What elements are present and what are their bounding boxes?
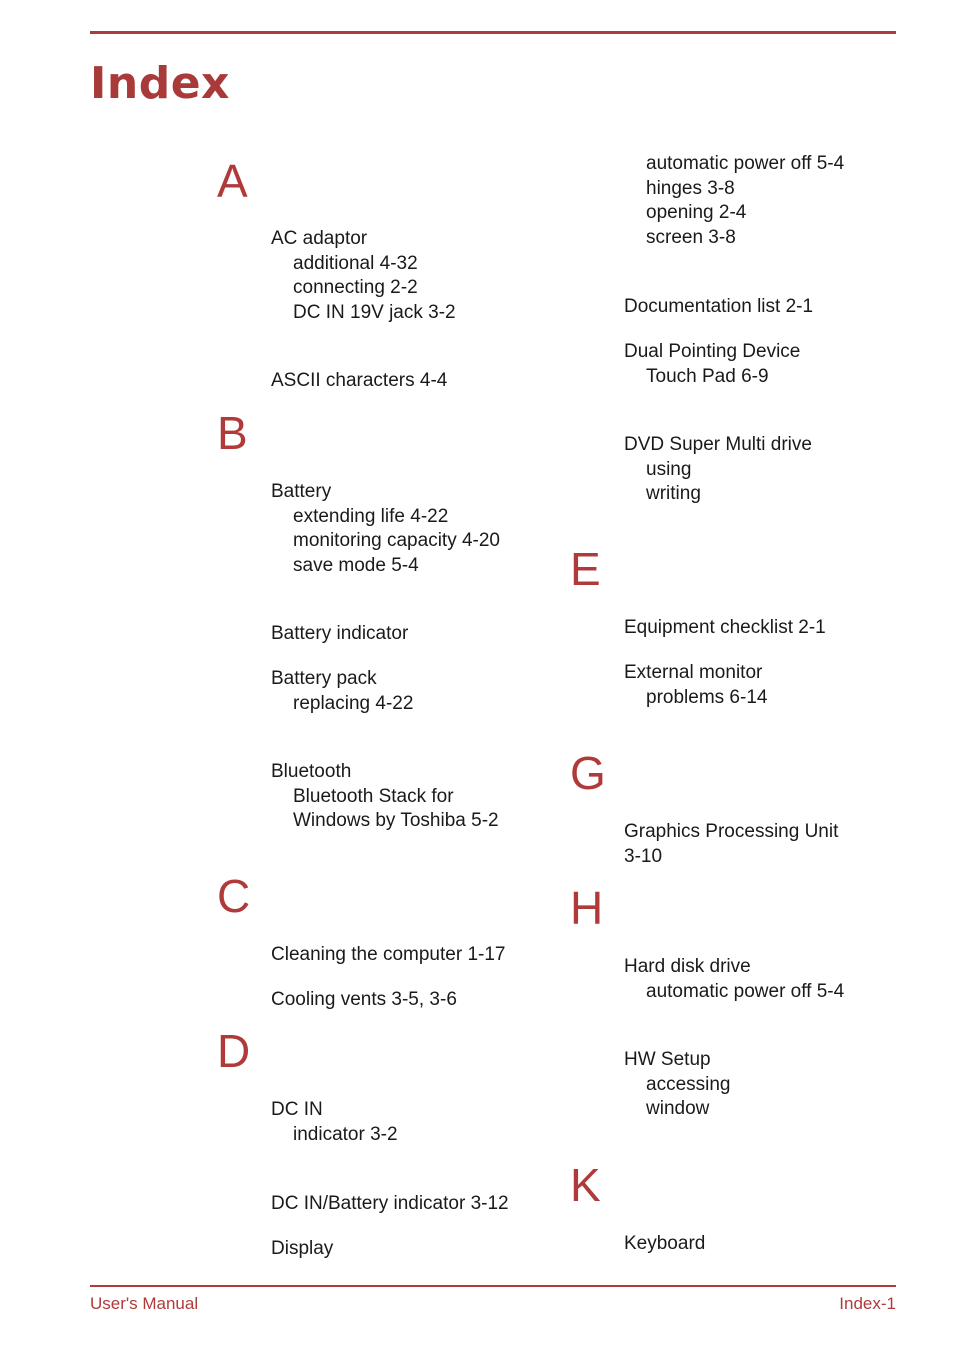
- entry-term: Cleaning the computer 1-17: [271, 944, 506, 965]
- section-letter-g: G: [570, 747, 606, 799]
- index-entry-dc-in: [271, 1098, 398, 1147]
- entry-term-continued: 3-10: [624, 845, 663, 867]
- entry-subterm: window: [646, 1098, 710, 1119]
- entry-term: AC adaptor: [271, 228, 368, 249]
- entry-subterm: automatic power off 5-4: [646, 980, 845, 1002]
- index-entry-battery-indicator: [271, 622, 408, 647]
- entry-term: Battery pack: [271, 668, 377, 689]
- index-entry-dc-in-battery: [271, 1192, 509, 1217]
- bottom-rule: [90, 1285, 896, 1287]
- entry-subterm: connecting 2-2: [293, 277, 418, 298]
- index-entry-documentation: [624, 295, 813, 320]
- entry-subterm: accessing: [646, 1073, 731, 1095]
- entry-subterm: opening 2-4: [646, 202, 747, 223]
- index-entry-bluetooth: [271, 760, 499, 834]
- entry-subterm: additional 4-32: [293, 252, 418, 274]
- index-entry-battery-pack: [271, 667, 413, 716]
- entry-subterm: screen 3-8: [646, 226, 736, 248]
- entry-subterm: Touch Pad 6-9: [646, 365, 769, 387]
- section-letter-a: A: [217, 155, 248, 207]
- index-entry-equipment: [624, 616, 826, 641]
- entry-term: Keyboard: [624, 1233, 706, 1254]
- entry-subterm: Windows by Toshiba 5-2: [293, 810, 499, 831]
- index-entry-hdd: [624, 955, 844, 1004]
- index-entry-dual-pointing: [624, 340, 800, 389]
- top-rule: [90, 31, 896, 34]
- entry-subterm: replacing 4-22: [293, 692, 414, 714]
- index-entry-cleaning: [271, 943, 505, 968]
- section-letter-e: E: [570, 543, 601, 595]
- index-entry-keyboard: [624, 1232, 705, 1257]
- index-entry-battery: [271, 480, 500, 578]
- footer-manual-title: User's Manual: [90, 1294, 199, 1313]
- entry-subterm: extending life 4-22: [293, 505, 449, 527]
- entry-term: Documentation list 2-1: [624, 296, 814, 317]
- footer-page-number: Index-1: [839, 1294, 896, 1313]
- entry-subterm: using: [646, 458, 692, 480]
- index-entry-dvd: [624, 433, 812, 507]
- entry-subterm: writing: [646, 483, 701, 504]
- index-entry-ascii: [271, 369, 447, 394]
- entry-term: Cooling vents 3-5, 3-6: [271, 989, 457, 1010]
- section-letter-c: C: [217, 870, 251, 922]
- entry-term: Graphics Processing Unit: [624, 821, 839, 842]
- entry-subterm: hinges 3-8: [646, 177, 735, 199]
- section-letter-k: K: [570, 1159, 601, 1211]
- entry-subterm: Bluetooth Stack for: [293, 785, 454, 807]
- entry-term: Battery indicator: [271, 623, 409, 644]
- entry-term: HW Setup: [624, 1049, 711, 1070]
- index-entry-hw-setup: [624, 1048, 731, 1122]
- section-letter-d: D: [217, 1025, 251, 1077]
- index-entry-gpu: [624, 820, 838, 869]
- section-letter-b: B: [217, 407, 248, 459]
- entry-subterm: monitoring capacity 4-20: [293, 530, 500, 551]
- entry-term: Equipment checklist 2-1: [624, 617, 826, 638]
- entry-term: DC IN/Battery indicator 3-12: [271, 1193, 509, 1214]
- entry-subterm: automatic power off 5-4: [646, 153, 845, 174]
- section-letter-h: H: [570, 882, 604, 934]
- entry-term: DVD Super Multi drive: [624, 434, 812, 455]
- entry-term: ASCII characters 4-4: [271, 370, 448, 391]
- index-entry-display-continued: [624, 152, 844, 250]
- entry-term: Dual Pointing Device: [624, 341, 801, 362]
- entry-subterm: save mode 5-4: [293, 554, 419, 576]
- entry-term: Hard disk drive: [624, 956, 751, 977]
- entry-term: Display: [271, 1238, 334, 1259]
- index-entry-ac-adaptor: [271, 227, 456, 325]
- entry-subterm: indicator 3-2: [293, 1123, 398, 1145]
- entry-term: External monitor: [624, 662, 763, 683]
- index-entry-display: [271, 1237, 333, 1262]
- index-entry-external-monitor: [624, 661, 767, 710]
- index-entry-cooling: [271, 988, 457, 1013]
- entry-subterm: problems 6-14: [646, 686, 768, 708]
- entry-term: Battery: [271, 481, 332, 502]
- page-title: Index: [90, 58, 230, 109]
- entry-term: Bluetooth: [271, 761, 352, 782]
- entry-term: DC IN: [271, 1099, 323, 1120]
- entry-subterm: DC IN 19V jack 3-2: [293, 301, 456, 323]
